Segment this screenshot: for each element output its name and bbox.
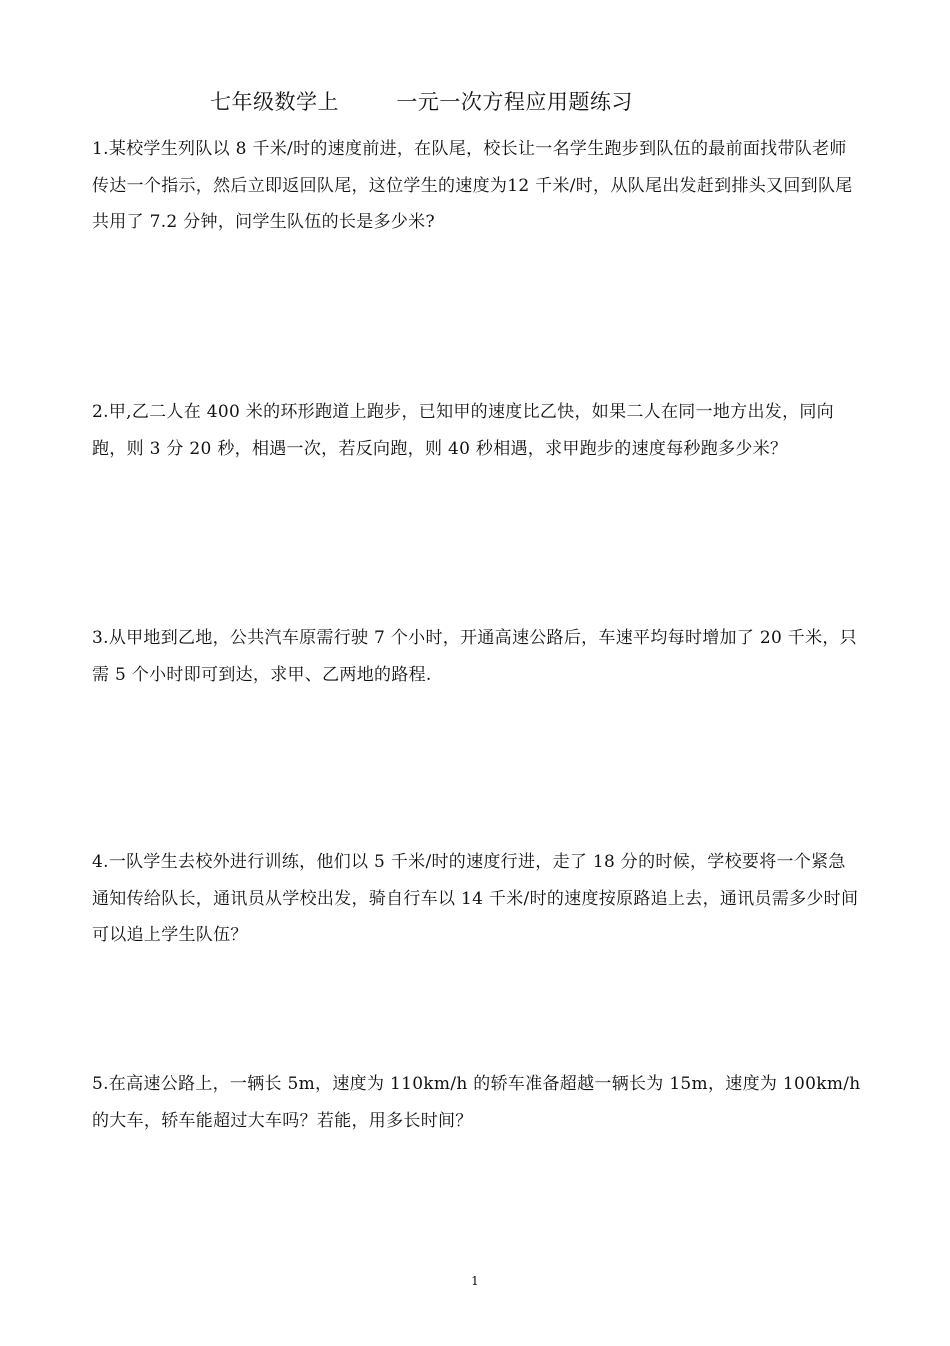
problem-3: 3.从甲地到乙地，公共汽车原需行驶 7 个小时，开通高速公路后，车速平均每时增加了 20 千米，只需 5 个小时即可到达，求甲、乙两地的路程.: [92, 628, 857, 685]
problem-5: 5.在高速公路上，一辆长 5m，速度为 110km/h 的轿车准备超越一辆长为 15m，速度为 100km/h 的大车，轿车能超过大车吗？若能，用多长时间？: [92, 1074, 861, 1131]
problem-4: 4.一队学生去校外进行训练，他们以 5 千米/时的速度行进，走了 18 分的时候，学校要将一个紧急通知传给队长，通讯员从学校出发，骑自行车以 14 千米/时的速度按原路追上去，通讯员需多少时间可以追上学生队伍？: [92, 852, 859, 945]
problem-2: 2.甲,乙二人在 400 米的环形跑道上跑步，已知甲的速度比乙快，如果二人在同一地方出发，同向跑，则 3 分 20 秒，相遇一次，若反向跑，则 40 秒相遇，求甲跑步的速度每秒跑多少米？: [92, 402, 834, 459]
page-title: 七年级数学上 一元一次方程应用题练习: [210, 90, 633, 114]
problem-1: 1.某校学生列队以 8 千米/时的速度前进，在队尾，校长让一名学生跑步到队伍的最前面找带队老师传达一个指示，然后立即返回队尾，这位学生的速度为12 千米/时，从队尾出发赶到排头又回到队尾共用了 7.2 分钟，问学生队伍的长是多少米?: [92, 139, 853, 232]
page-number: 1: [471, 1274, 479, 1288]
